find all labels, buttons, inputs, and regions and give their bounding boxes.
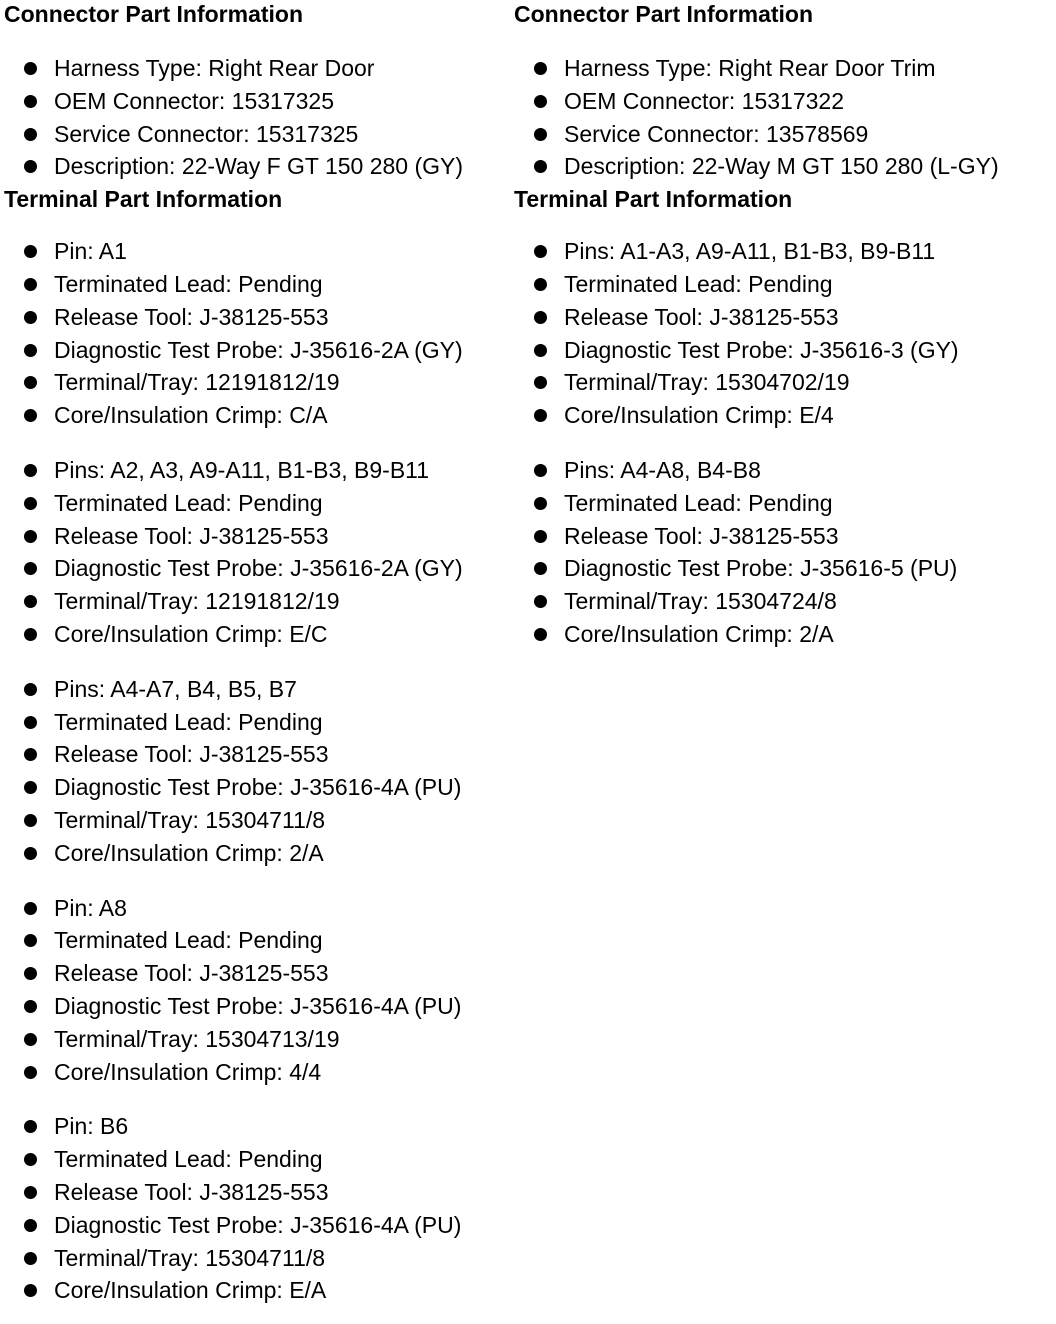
list-item: Release Tool: J-38125-553 (4, 520, 509, 553)
bullet-icon (24, 1186, 37, 1199)
list-item: Harness Type: Right Rear Door Trim (514, 52, 1054, 85)
bullet-icon (24, 62, 37, 75)
bullet-icon (24, 814, 37, 827)
terminal-group (4, 892, 509, 1089)
bullet-icon (24, 1000, 37, 1013)
terminal-group (514, 454, 1054, 651)
connector-list (4, 52, 509, 183)
bullet-icon (24, 1153, 37, 1166)
bullet-icon (24, 1284, 37, 1297)
list-item: Terminal/Tray: 15304713/19 (4, 1023, 509, 1056)
list-item: Service Connector: 15317325 (4, 118, 509, 151)
bullet-icon (534, 562, 547, 575)
bullet-icon (24, 781, 37, 794)
terminal-group (4, 454, 509, 651)
list-item: Diagnostic Test Probe: J-35616-5 (PU) (514, 552, 1054, 585)
bullet-icon (24, 1033, 37, 1046)
bullet-icon (24, 95, 37, 108)
list-item: Terminal/Tray: 12191812/19 (4, 585, 509, 618)
bullet-icon (24, 530, 37, 543)
list-item: Release Tool: J-38125-553 (514, 520, 1054, 553)
list-item: Core/Insulation Crimp: 2/A (4, 837, 509, 870)
bullet-icon (24, 1120, 37, 1133)
terminal-group (4, 235, 509, 432)
bullet-icon (24, 464, 37, 477)
bullet-icon (24, 967, 37, 980)
bullet-icon (24, 934, 37, 947)
list-item: OEM Connector: 15317322 (514, 85, 1054, 118)
list-item: Diagnostic Test Probe: J-35616-4A (PU) (4, 771, 509, 804)
bullet-icon (534, 628, 547, 641)
list-item: Terminated Lead: Pending (4, 924, 509, 957)
list-item: Pin: A8 (4, 892, 509, 925)
bullet-icon (24, 902, 37, 915)
list-item: Core/Insulation Crimp: E/4 (514, 399, 1054, 432)
list-item: Release Tool: J-38125-553 (4, 1176, 509, 1209)
bullet-icon (24, 562, 37, 575)
list-item: Pin: A1 (4, 235, 509, 268)
terminal-heading: Terminal Part Information (514, 186, 793, 213)
connector-heading: Connector Part Information (514, 1, 814, 27)
list-item: Terminated Lead: Pending (4, 706, 509, 739)
list-item: Pins: A2, A3, A9-A11, B1-B3, B9-B11 (4, 454, 509, 487)
bullet-icon (534, 344, 547, 357)
list-item: Diagnostic Test Probe: J-35616-2A (GY) (4, 552, 509, 585)
bullet-icon (24, 376, 37, 389)
list-item: Core/Insulation Crimp: E/C (4, 618, 509, 651)
terminal-groups (514, 235, 1054, 651)
right-column (514, 0, 1054, 651)
list-item: Release Tool: J-38125-553 (4, 957, 509, 990)
bullet-icon (24, 748, 37, 761)
list-item: Service Connector: 13578569 (514, 118, 1054, 151)
bullet-icon (24, 344, 37, 357)
bullet-icon (534, 160, 547, 173)
bullet-icon (24, 497, 37, 510)
list-item: Pin: B6 (4, 1110, 509, 1143)
bullet-icon (534, 245, 547, 258)
list-item: Terminal/Tray: 15304711/8 (4, 804, 509, 837)
list-item: Terminal/Tray: 15304724/8 (514, 585, 1054, 618)
list-item: OEM Connector: 15317325 (4, 85, 509, 118)
bullet-icon (534, 464, 547, 477)
bullet-icon (24, 595, 37, 608)
terminal-group (4, 1110, 509, 1307)
bullet-icon (24, 311, 37, 324)
list-item: Release Tool: J-38125-553 (514, 301, 1054, 334)
list-item: Terminal/Tray: 15304711/8 (4, 1242, 509, 1275)
bullet-icon (24, 1066, 37, 1079)
bullet-icon (24, 128, 37, 141)
bullet-icon (534, 95, 547, 108)
list-item: Core/Insulation Crimp: E/A (4, 1274, 509, 1307)
bullet-icon (534, 409, 547, 422)
list-item: Description: 22-Way F GT 150 280 (GY) (4, 150, 509, 183)
bullet-icon (24, 716, 37, 729)
connector-list (514, 52, 1054, 183)
list-item: Terminal/Tray: 12191812/19 (4, 366, 509, 399)
terminal-heading: Terminal Part Information (4, 186, 283, 213)
list-item: Core/Insulation Crimp: 4/4 (4, 1056, 509, 1089)
list-item: Core/Insulation Crimp: C/A (4, 399, 509, 432)
bullet-icon (24, 847, 37, 860)
connector-heading: Connector Part Information (4, 1, 304, 27)
list-item: Harness Type: Right Rear Door (4, 52, 509, 85)
bullet-icon (534, 530, 547, 543)
bullet-icon (24, 683, 37, 696)
bullet-icon (534, 62, 547, 75)
list-item: Terminated Lead: Pending (4, 1143, 509, 1176)
list-item: Terminated Lead: Pending (514, 268, 1054, 301)
bullet-icon (24, 409, 37, 422)
bullet-icon (24, 160, 37, 173)
terminal-group (514, 235, 1054, 432)
bullet-icon (24, 1219, 37, 1232)
list-item: Pins: A4-A7, B4, B5, B7 (4, 673, 509, 706)
left-column (4, 0, 509, 1307)
bullet-icon (534, 497, 547, 510)
terminal-group (4, 673, 509, 870)
list-item: Pins: A1-A3, A9-A11, B1-B3, B9-B11 (514, 235, 1054, 268)
list-item: Diagnostic Test Probe: J-35616-2A (GY) (4, 334, 509, 367)
bullet-icon (534, 311, 547, 324)
bullet-icon (24, 1252, 37, 1265)
terminal-groups (4, 235, 509, 1307)
bullet-icon (534, 376, 547, 389)
bullet-icon (534, 595, 547, 608)
bullet-icon (24, 278, 37, 291)
list-item: Terminated Lead: Pending (4, 487, 509, 520)
list-item: Pins: A4-A8, B4-B8 (514, 454, 1054, 487)
list-item: Description: 22-Way M GT 150 280 (L-GY) (514, 150, 1054, 183)
bullet-icon (534, 128, 547, 141)
list-item: Terminated Lead: Pending (4, 268, 509, 301)
list-item: Diagnostic Test Probe: J-35616-4A (PU) (4, 990, 509, 1023)
list-item: Release Tool: J-38125-553 (4, 301, 509, 334)
list-item: Release Tool: J-38125-553 (4, 738, 509, 771)
list-item: Diagnostic Test Probe: J-35616-4A (PU) (4, 1209, 509, 1242)
list-item: Core/Insulation Crimp: 2/A (514, 618, 1054, 651)
bullet-icon (534, 278, 547, 291)
list-item: Terminal/Tray: 15304702/19 (514, 366, 1054, 399)
bullet-icon (24, 628, 37, 641)
list-item: Terminated Lead: Pending (514, 487, 1054, 520)
bullet-icon (24, 245, 37, 258)
list-item: Diagnostic Test Probe: J-35616-3 (GY) (514, 334, 1054, 367)
